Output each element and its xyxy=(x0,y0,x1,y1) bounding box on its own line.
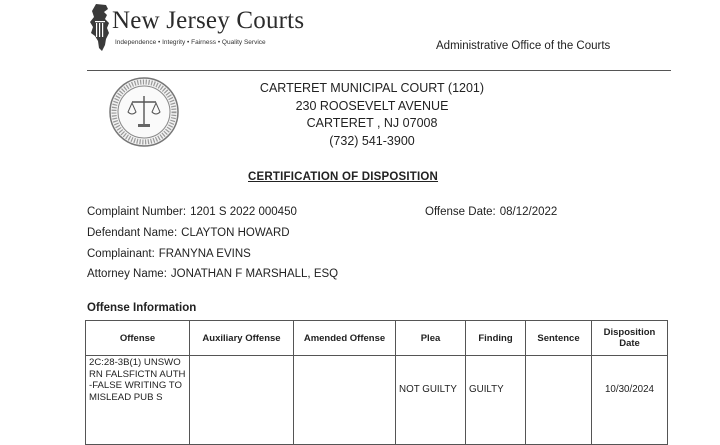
header-divider xyxy=(87,70,671,71)
disposition-date-cell: 10/30/2024 xyxy=(592,356,668,445)
admin-office-label: Administrative Office of the Courts xyxy=(436,40,611,52)
plea-cell: NOT GUILTY xyxy=(396,356,466,445)
nj-state-outline-icon xyxy=(88,3,114,53)
column-header-sentence: Sentence xyxy=(526,321,592,356)
court-street: 230 ROOSEVELT AVENUE xyxy=(295,98,449,113)
auxiliary-offense-cell xyxy=(190,356,294,445)
complainant-field xyxy=(87,248,251,260)
attorney-name-label: Attorney Name: xyxy=(87,268,167,280)
offense-date-label: Offense Date: xyxy=(425,206,496,218)
column-header-amended-offense: Amended Offense xyxy=(294,321,396,356)
logo-title: New Jersey Courts xyxy=(112,7,305,34)
court-phone: (732) 541-3900 xyxy=(329,133,415,148)
court-name: CARTERET MUNICIPAL COURT (1201) xyxy=(259,81,485,95)
table-row xyxy=(86,356,668,445)
column-header-finding: Finding xyxy=(466,321,526,356)
offense-date-value: 08/12/2022 xyxy=(499,206,558,218)
offense-cell: 2C:28-3B(1) UNSWORN FALSFICTN AUTH-FALSE WRITING TO MISLEAD PUB S xyxy=(86,356,190,445)
complainant-value: FRANYNA EVINS xyxy=(158,248,251,260)
table-header-row xyxy=(86,321,668,356)
document-title: CERTIFICATION OF DISPOSITION xyxy=(248,171,439,183)
defendant-name-value: CLAYTON HOWARD xyxy=(181,227,290,239)
complaint-number-field xyxy=(87,206,297,218)
offense-information-heading: Offense Information xyxy=(87,302,197,314)
nj-courts-logo xyxy=(88,3,305,53)
court-seal-icon xyxy=(108,76,180,148)
court-address-block xyxy=(230,80,514,150)
complaint-number-label: Complaint Number: xyxy=(87,206,187,218)
court-city: CARTERET , NJ 07008 xyxy=(306,116,438,131)
column-header-plea: Plea xyxy=(396,321,466,356)
complaint-number-value: 1201 S 2022 000450 xyxy=(190,206,297,218)
defendant-name-field xyxy=(87,227,290,239)
attorney-name-field xyxy=(87,268,338,280)
complainant-label: Complainant: xyxy=(87,248,155,260)
sentence-cell xyxy=(526,356,592,445)
column-header-offense: Offense xyxy=(86,321,190,356)
amended-offense-cell xyxy=(294,356,396,445)
column-header-auxiliary-offense: Auxiliary Offense xyxy=(190,321,294,356)
offense-table xyxy=(85,320,668,445)
attorney-name-value: JONATHAN F MARSHALL, ESQ xyxy=(170,268,339,280)
defendant-name-label: Defendant Name: xyxy=(87,227,178,239)
finding-cell: GUILTY xyxy=(466,356,526,445)
logo-tagline: Independence • Integrity • Fairness • Quality Service xyxy=(115,39,266,46)
column-header-disposition-date: Disposition Date xyxy=(592,321,668,356)
offense-date-field xyxy=(425,206,557,218)
